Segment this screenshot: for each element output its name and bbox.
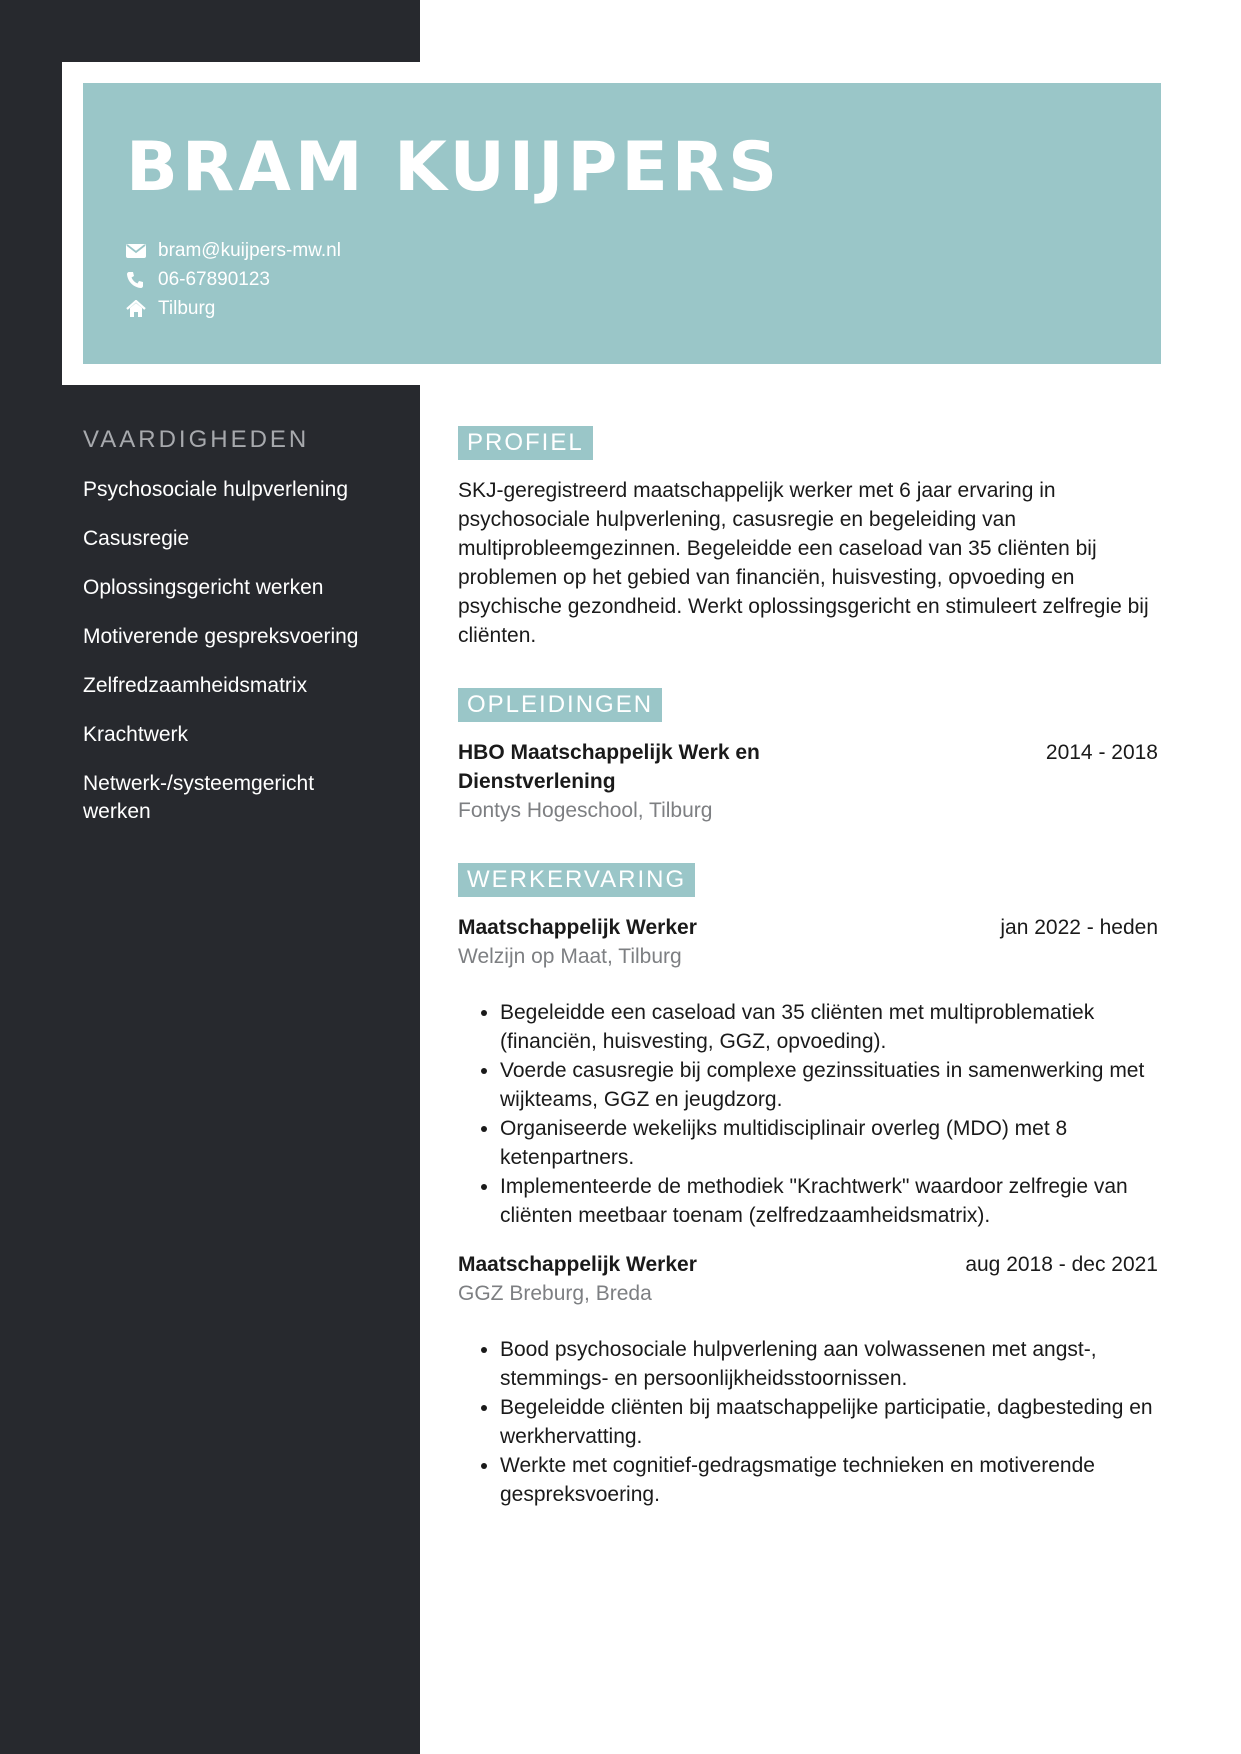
home-icon xyxy=(126,299,148,319)
contact-list xyxy=(126,236,341,323)
job-bullets xyxy=(458,1335,1158,1509)
header-panel xyxy=(83,83,1161,364)
job-role: Maatschappelijk Werker xyxy=(458,1253,697,1276)
skills-title: VAARDIGHEDEN xyxy=(83,426,310,453)
job-entry xyxy=(458,1250,1158,1509)
degree-title: HBO Maatschappelijk Werk en Dienstverlening xyxy=(458,741,760,793)
bullet-item: • Implementeerde de methodiek "Krachtwerk" waardoor zelfregie van cliënten meetbaar toenam (zelfredzaamheidsmatrix). xyxy=(500,1172,1158,1230)
experience-title: WERKERVARING xyxy=(458,863,695,897)
job-role: Maatschappelijk Werker xyxy=(458,916,697,939)
education-section xyxy=(458,688,1158,825)
job-bullets xyxy=(458,998,1158,1230)
job-dates: jan 2022 - heden xyxy=(1000,916,1158,939)
skills-section xyxy=(83,426,383,847)
bullet-item: • Organiseerde wekelijks multidisciplinair overleg (MDO) met 8 ketenpartners. xyxy=(500,1114,1158,1172)
phone-text: 06-67890123 xyxy=(158,268,270,290)
location-text: Tilburg xyxy=(158,297,216,319)
skill-item: Motiverende gespreksvoering xyxy=(83,625,359,648)
profile-title: PROFIEL xyxy=(458,426,593,460)
education-title: OPLEIDINGEN xyxy=(458,688,662,722)
bullet-item: • Werkte met cognitief-gedragsmatige technieken en motiverende gespreksvoering. xyxy=(500,1451,1158,1509)
skill-item: Psychosociale hulpverlening xyxy=(83,478,348,501)
education-dates: 2014 - 2018 xyxy=(1045,741,1158,764)
envelope-icon xyxy=(126,241,148,261)
profile-section xyxy=(458,426,1158,650)
job-org: Welzijn op Maat, Tilburg xyxy=(458,945,682,968)
school-name: Fontys Hogeschool, Tilburg xyxy=(458,799,713,822)
skill-item: Krachtwerk xyxy=(83,723,189,746)
bullet-item: • Voerde casusregie bij complexe gezinssituaties in samenwerking met wijkteams, GGZ en jeugdzorg. xyxy=(500,1056,1158,1114)
job-entry xyxy=(458,913,1158,1230)
education-entry xyxy=(458,738,1158,825)
main-content xyxy=(458,426,1158,1509)
contact-phone xyxy=(126,265,341,294)
profile-text: SKJ-geregistreerd maatschappelijk werker met 6 jaar ervaring in psychosociale hulpverlening, casusregie en begeleiding van multiprobleemgezinnen. Begeleidde een caseload van 35 cliënten bij problemen op het gebied van financiën, huisvesting, opvoeding en psychische gezondheid. Werkt oplossingsgericht en stimuleert zelfregie bij cliënten. xyxy=(458,479,1149,647)
skill-item: Oplossingsgericht werken xyxy=(83,576,324,599)
email-text: bram@kuijpers-mw.nl xyxy=(158,239,341,261)
skills-list xyxy=(83,476,383,826)
phone-icon xyxy=(126,270,148,290)
experience-section xyxy=(458,863,1158,1509)
candidate-name: BRAM KUIJPERS xyxy=(126,128,782,207)
job-org: GGZ Breburg, Breda xyxy=(458,1282,652,1305)
contact-location xyxy=(126,294,341,323)
skill-item: Zelfredzaamheidsmatrix xyxy=(83,674,308,697)
skill-item: Casusregie xyxy=(83,527,190,550)
bullet-item: • Begeleidde een caseload van 35 cliënten met multiproblematiek (financiën, huisvesting, GGZ, opvoeding). xyxy=(500,998,1158,1056)
job-dates: aug 2018 - dec 2021 xyxy=(965,1253,1158,1276)
contact-email xyxy=(126,236,341,265)
bullet-item: • Begeleidde cliënten bij maatschappelijke participatie, dagbesteding en werkhervatting. xyxy=(500,1393,1158,1451)
skill-item: Netwerk-/systeemgericht werken xyxy=(83,772,315,823)
bullet-item: • Bood psychosociale hulpverlening aan volwassenen met angst-, stemmings- en persoonlijkheidsstoornissen. xyxy=(500,1335,1158,1393)
